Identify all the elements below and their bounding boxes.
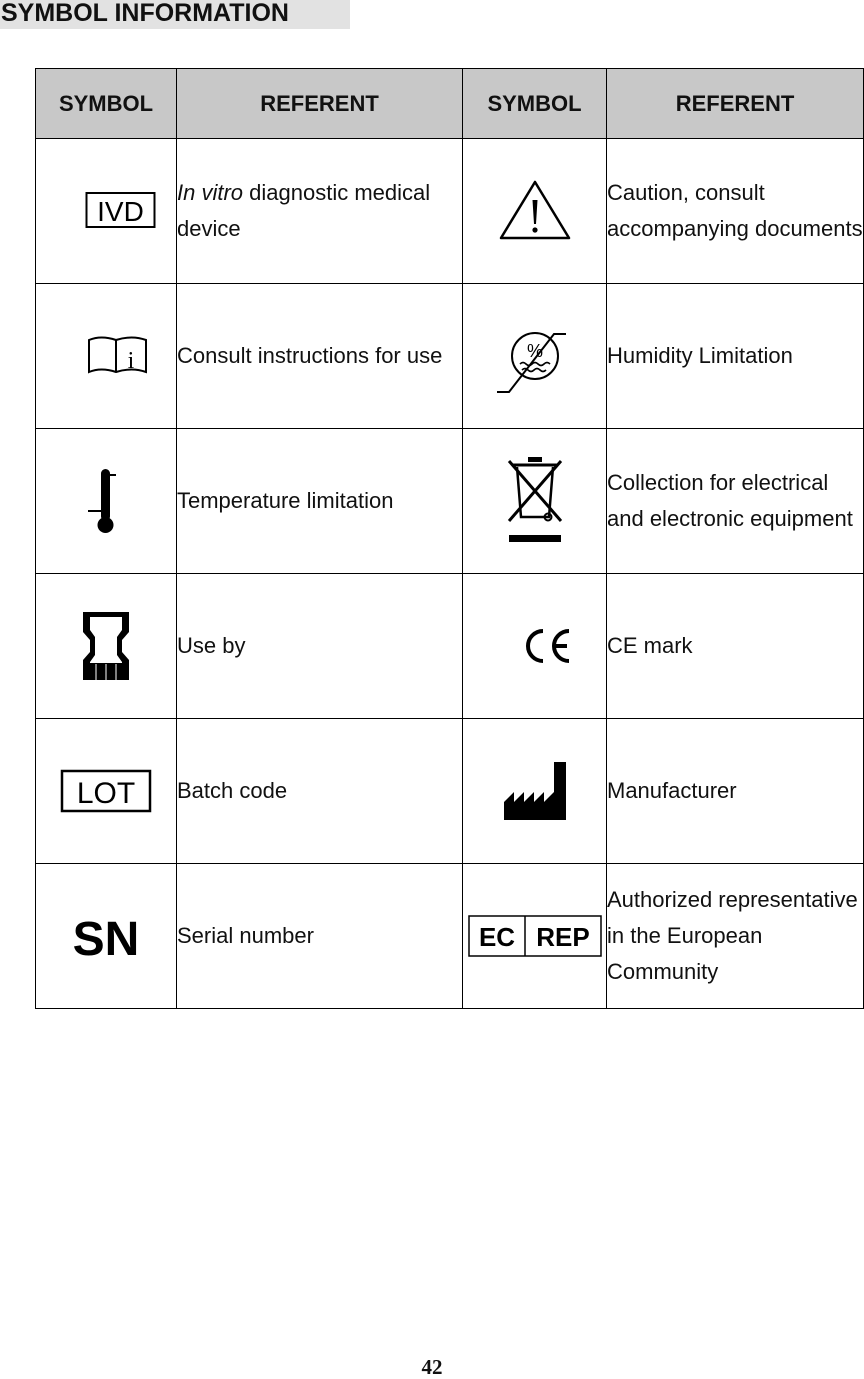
ivd-text: IVD xyxy=(97,196,144,227)
referent-cell xyxy=(607,574,864,719)
symbol-cell xyxy=(463,719,607,864)
caution-warning-triangle-icon xyxy=(495,176,575,246)
humidity-limitation-icon xyxy=(493,314,577,398)
manufacturer-factory-icon xyxy=(502,760,568,822)
referent-cell xyxy=(177,574,463,719)
symbol-table xyxy=(35,68,864,1009)
consult-instructions-book-icon xyxy=(86,334,150,378)
referent-text: Use by xyxy=(177,633,246,658)
thermometer-temperature-limit-icon xyxy=(83,461,129,541)
referent-cell xyxy=(177,429,463,574)
symbol-cell xyxy=(36,574,177,719)
header-referent: REFERENT xyxy=(607,69,864,139)
symbol-cell xyxy=(36,719,177,864)
page-number: 42 xyxy=(421,1355,443,1379)
table-row xyxy=(36,574,864,719)
referent-cell xyxy=(607,284,864,429)
symbol-cell xyxy=(463,284,607,429)
referent-text: Batch code xyxy=(177,778,288,803)
header-symbol: SYMBOL xyxy=(463,69,607,139)
section-title: SYMBOL INFORMATION xyxy=(0,0,350,29)
ec-rep-icon xyxy=(467,914,603,958)
table-row xyxy=(36,719,864,864)
ec-text: EC xyxy=(478,922,515,952)
header-symbol: SYMBOL xyxy=(36,69,177,139)
referent-text: Manufacturer xyxy=(607,778,737,803)
symbol-cell xyxy=(36,284,177,429)
serial-number-icon xyxy=(70,911,142,961)
referent-text: Authorized representative in the European Community xyxy=(607,887,858,984)
hourglass-use-by-icon xyxy=(81,610,131,682)
referent-text: Collection for electrical and electronic equipment xyxy=(607,470,853,531)
referent-cell xyxy=(607,139,864,284)
ce-mark-icon xyxy=(519,626,575,666)
svg-text:i: i xyxy=(127,348,135,374)
referent-text: diagnostic medical device xyxy=(177,180,431,241)
table-row xyxy=(36,284,864,429)
ivd-icon xyxy=(85,189,157,233)
lot-text: LOT xyxy=(76,777,136,810)
referent-text: Temperature limitation xyxy=(177,488,394,513)
sn-text: SN xyxy=(72,913,140,961)
symbol-cell xyxy=(36,429,177,574)
referent-cell xyxy=(177,139,463,284)
symbol-cell xyxy=(463,574,607,719)
symbol-cell xyxy=(463,864,607,1009)
table-row xyxy=(36,864,864,1009)
table-row xyxy=(36,139,864,284)
table-row xyxy=(36,429,864,574)
referent-italic: In vitro xyxy=(177,180,244,205)
referent-cell xyxy=(607,719,864,864)
referent-cell xyxy=(607,864,864,1009)
referent-text: Consult instructions for use xyxy=(177,343,443,368)
symbol-cell xyxy=(36,864,177,1009)
crossed-out-wheelie-bin-icon xyxy=(503,455,567,547)
referent-text: Serial number xyxy=(177,923,314,948)
referent-text: Humidity Limitation xyxy=(607,343,793,368)
referent-cell xyxy=(177,284,463,429)
referent-cell xyxy=(607,429,864,574)
symbol-cell xyxy=(463,429,607,574)
header-referent: REFERENT xyxy=(177,69,463,139)
referent-cell xyxy=(177,719,463,864)
svg-text:%: % xyxy=(526,341,543,361)
referent-text: CE mark xyxy=(607,633,693,658)
symbol-cell xyxy=(463,139,607,284)
lot-batch-code-icon xyxy=(60,768,152,814)
referent-text: Caution, consult accompanying documents xyxy=(607,180,863,241)
rep-text: REP xyxy=(535,922,590,952)
symbol-cell xyxy=(36,139,177,284)
table-header-row xyxy=(36,69,864,139)
referent-cell xyxy=(177,864,463,1009)
